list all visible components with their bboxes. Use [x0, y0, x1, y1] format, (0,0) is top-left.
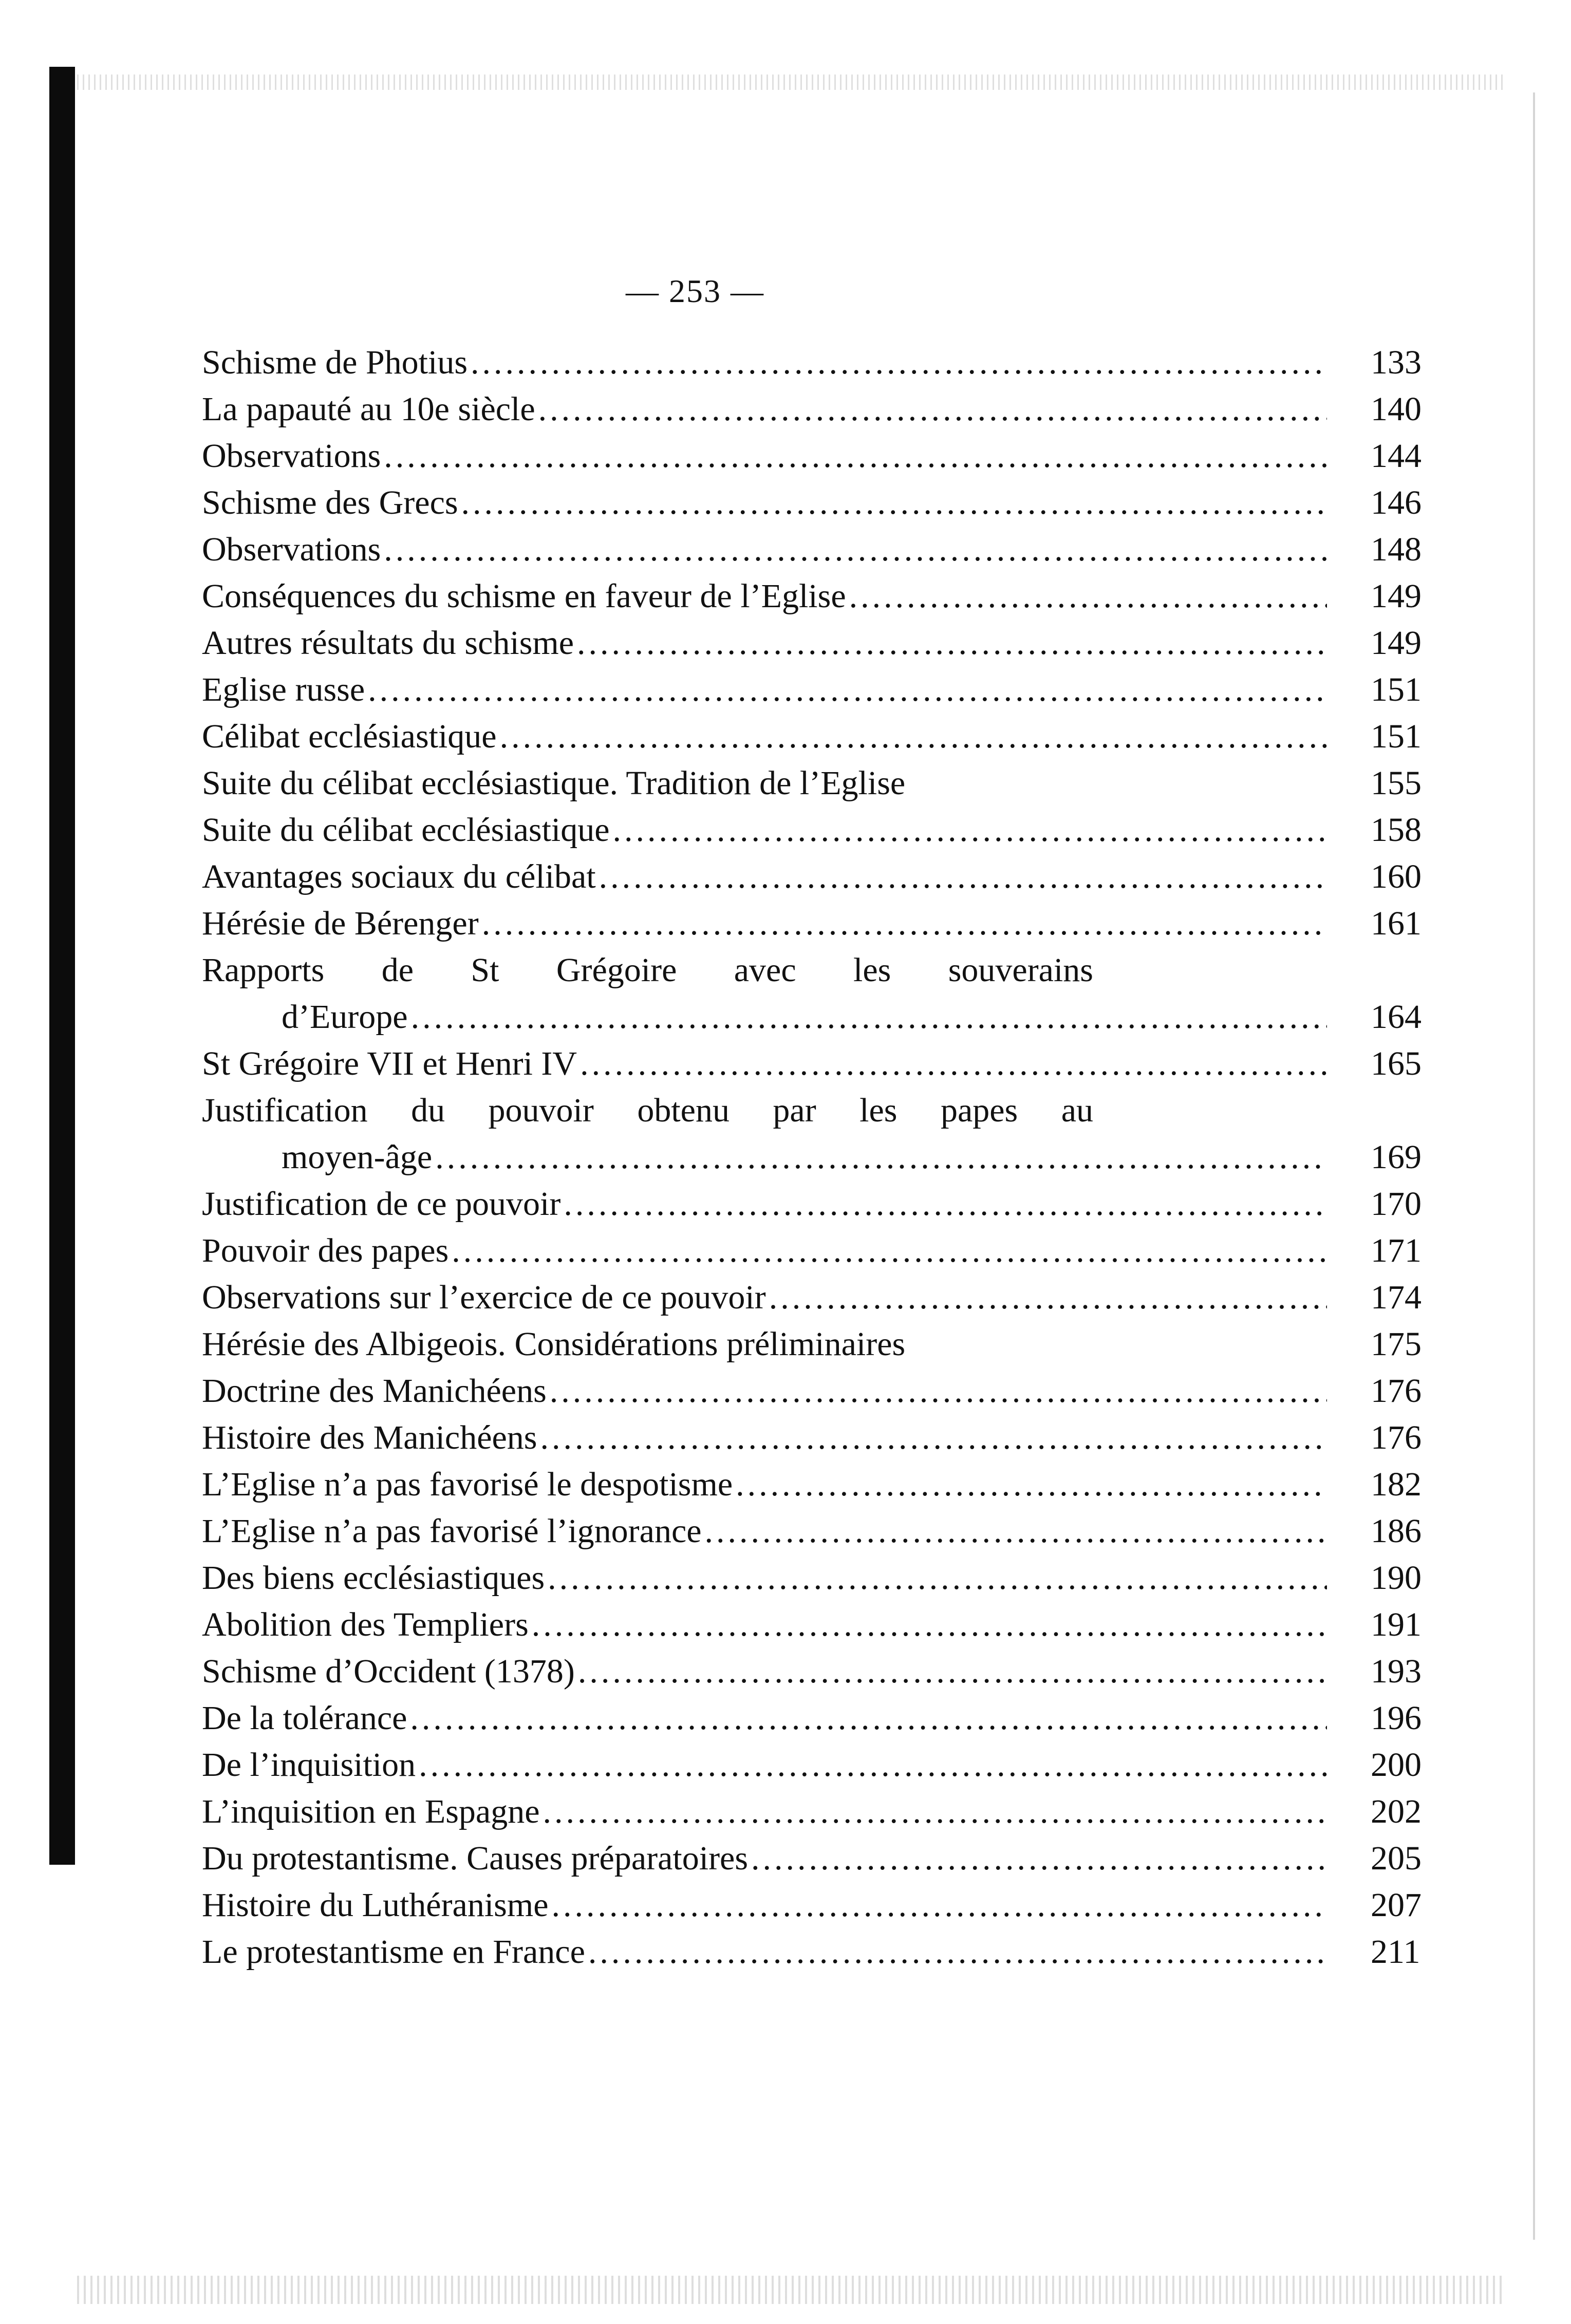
- toc-entry-title: Autres résultats du schisme: [202, 624, 574, 662]
- toc-entry-page: 151: [1371, 671, 1422, 708]
- dot-leader: [578, 1648, 1327, 1695]
- dot-leader: [849, 573, 1327, 620]
- toc-entry-title: Célibat ecclésiastique: [202, 718, 497, 755]
- toc-entry-page: 160: [1371, 858, 1422, 895]
- toc-entry: [202, 666, 1466, 713]
- toc-entry-title: Suite du célibat ecclésiastique: [202, 811, 610, 849]
- toc-entry: [202, 947, 1466, 994]
- toc-entry-page: 182: [1371, 1466, 1422, 1503]
- toc-entry-title: Schisme des Grecs: [202, 484, 458, 521]
- toc-entry-page: 140: [1371, 390, 1422, 428]
- toc-entry-page: 190: [1371, 1559, 1422, 1597]
- toc-entry-page: 133: [1371, 344, 1422, 381]
- toc-entry-title: Du protestantisme. Causes préparatoires: [202, 1840, 749, 1877]
- toc-entry-page: 200: [1371, 1746, 1422, 1784]
- toc-entry-page: 196: [1371, 1699, 1422, 1737]
- toc-entry-page: 161: [1371, 905, 1422, 942]
- book-spine-shadow: [49, 67, 75, 1865]
- dot-leader: [482, 900, 1327, 947]
- toc-entry: [202, 526, 1466, 573]
- toc-entry: [202, 760, 1466, 807]
- toc-entry-page: 191: [1371, 1606, 1422, 1643]
- toc-entry-page: 174: [1371, 1279, 1422, 1316]
- toc-entry: [202, 339, 1466, 386]
- toc-entry-page: 165: [1371, 1045, 1422, 1082]
- toc-entry-title: Hérésie des Albigeois. Considérations préliminaires: [202, 1325, 906, 1363]
- toc-entry-page: 186: [1371, 1512, 1422, 1550]
- dot-leader: [384, 433, 1327, 479]
- dot-leader: [540, 1414, 1327, 1461]
- toc-entry-title: Pouvoir des papes: [202, 1232, 449, 1269]
- dot-leader: [543, 1788, 1327, 1835]
- toc-entry-page: 169: [1371, 1138, 1422, 1176]
- toc-entry-title: Justification du pouvoir obtenu par les papes au: [202, 1092, 1093, 1129]
- toc-entry-page: 205: [1371, 1840, 1422, 1877]
- dot-leader: [588, 1928, 1327, 1975]
- toc-entry: [202, 1601, 1466, 1648]
- toc-entry-continuation: [202, 994, 1466, 1040]
- toc-entry-title: L’Eglise n’a pas favorisé le despotisme: [202, 1466, 733, 1503]
- toc-entry: [202, 900, 1466, 947]
- dot-leader: [751, 1835, 1327, 1882]
- toc-entry: [202, 386, 1466, 433]
- toc-entry: [202, 1788, 1466, 1835]
- toc-entry-title: Avantages sociaux du célibat: [202, 858, 596, 895]
- toc-entry-title: Rapports de St Grégoire avec les souverains: [202, 951, 1093, 989]
- toc-entry-title: St Grégoire VII et Henri IV: [202, 1045, 577, 1082]
- toc-entry-title-continuation: moyen-âge: [282, 1138, 433, 1176]
- toc-entry-page: 155: [1371, 764, 1422, 802]
- toc-entry: [202, 1928, 1466, 1975]
- dot-leader: [538, 386, 1327, 433]
- toc-entry-title: Histoire des Manichéens: [202, 1419, 537, 1456]
- toc-entry-title: Histoire du Luthéranisme: [202, 1886, 549, 1924]
- toc-entry: [202, 1741, 1466, 1788]
- toc-entry-page: 211: [1371, 1933, 1420, 1971]
- dot-leader: [599, 853, 1327, 900]
- dot-leader: [452, 1227, 1327, 1274]
- toc-entry-title: De la tolérance: [202, 1699, 407, 1737]
- toc-entry: [202, 1461, 1466, 1508]
- toc-entry: [202, 1040, 1466, 1087]
- dot-leader: [532, 1601, 1327, 1648]
- toc-entry-title: Conséquences du schisme en faveur de l’Eglise: [202, 577, 846, 615]
- toc-entry-title: L’Eglise n’a pas favorisé l’ignorance: [202, 1512, 702, 1550]
- toc-entry-title: Observations: [202, 531, 381, 568]
- toc-entry: [202, 1321, 1466, 1367]
- toc-entry-title: Schisme de Photius: [202, 344, 468, 381]
- toc-entry: [202, 1882, 1466, 1928]
- toc-entry-title: Observations: [202, 437, 381, 475]
- toc-entry: [202, 1367, 1466, 1414]
- toc-entry: [202, 479, 1466, 526]
- dot-leader: [548, 1554, 1327, 1601]
- page-number: — 253 —: [626, 273, 764, 309]
- toc-entry: [202, 807, 1466, 853]
- toc-entry-page: 193: [1371, 1653, 1422, 1690]
- dot-leader: [500, 713, 1327, 760]
- toc-entry: [202, 1227, 1466, 1274]
- toc-entry: [202, 1695, 1466, 1741]
- toc-entry: [202, 1274, 1466, 1321]
- toc-entry-title: Le protestantisme en France: [202, 1933, 585, 1971]
- toc-entry: [202, 1835, 1466, 1882]
- dot-leader: [550, 1367, 1327, 1414]
- dot-leader: [419, 1741, 1327, 1788]
- toc-entry-page: 171: [1371, 1232, 1422, 1269]
- toc-entry: [202, 433, 1466, 479]
- toc-entry-title: Hérésie de Bérenger: [202, 905, 479, 942]
- toc-entry-continuation: [202, 1134, 1466, 1180]
- toc-entry: [202, 853, 1466, 900]
- toc-entry: [202, 713, 1466, 760]
- dot-leader: [769, 1274, 1327, 1321]
- toc-entry-title: Schisme d’Occident (1378): [202, 1653, 575, 1690]
- toc-entry: [202, 1508, 1466, 1554]
- toc-entry: [202, 573, 1466, 620]
- dot-leader: [435, 1134, 1327, 1180]
- dot-leader: [461, 479, 1327, 526]
- toc-entry-page: 176: [1371, 1372, 1422, 1410]
- toc-entry-title: La papauté au 10e siècle: [202, 390, 535, 428]
- toc-entry-page: 151: [1371, 718, 1422, 755]
- dot-leader: [580, 1040, 1327, 1087]
- toc-entry: [202, 1414, 1466, 1461]
- toc-entry: [202, 1180, 1466, 1227]
- dot-leader: [411, 994, 1327, 1040]
- dot-leader: [736, 1461, 1327, 1508]
- toc-entry-page: 176: [1371, 1419, 1422, 1456]
- toc-entry-page: 164: [1371, 998, 1422, 1036]
- dot-leader: [384, 526, 1327, 573]
- toc-entry: [202, 620, 1466, 666]
- toc-entry-title: L’inquisition en Espagne: [202, 1793, 540, 1830]
- dot-leader: [471, 339, 1327, 386]
- toc-entry-page: 175: [1371, 1325, 1422, 1363]
- toc-entry-title: Justification de ce pouvoir: [202, 1185, 561, 1223]
- toc-entry-page: 144: [1371, 437, 1422, 475]
- toc-entry-title: Observations sur l’exercice de ce pouvoir: [202, 1279, 766, 1316]
- toc-entry-page: 149: [1371, 624, 1422, 662]
- dot-leader: [552, 1882, 1327, 1928]
- toc-entry-title: Doctrine des Manichéens: [202, 1372, 547, 1410]
- toc-entry: [202, 1648, 1466, 1695]
- dot-leader: [368, 666, 1327, 713]
- toc-entry-page: 148: [1371, 531, 1422, 568]
- toc-entry: [202, 1554, 1466, 1601]
- page-edge-top: [77, 74, 1505, 90]
- toc-entry-title: Suite du célibat ecclésiastique. Tradition de l’Eglise: [202, 764, 906, 802]
- toc-entry-page: 202: [1371, 1793, 1422, 1830]
- toc-entry-title-continuation: d’Europe: [282, 998, 408, 1036]
- page-edge-bottom: [77, 2276, 1505, 2304]
- toc-entry-title: Eglise russe: [202, 671, 365, 708]
- dot-leader: [705, 1508, 1327, 1554]
- toc-entry-page: 170: [1371, 1185, 1422, 1223]
- dot-leader: [564, 1180, 1327, 1227]
- toc-entry-title: Des biens ecclésiastiques: [202, 1559, 545, 1597]
- toc-entry-page: 146: [1371, 484, 1422, 521]
- dot-leader: [410, 1695, 1327, 1741]
- toc-entry-page: 207: [1371, 1886, 1422, 1924]
- toc-entry-title: De l’inquisition: [202, 1746, 416, 1784]
- dot-leader: [577, 620, 1327, 666]
- toc-entry: [202, 1087, 1466, 1134]
- table-of-contents: [202, 339, 1466, 1975]
- toc-entry-page: 149: [1371, 577, 1422, 615]
- page-edge-right: [1533, 92, 1535, 2240]
- toc-entry-title: Abolition des Templiers: [202, 1606, 529, 1643]
- toc-entry-page: 158: [1371, 811, 1422, 849]
- dot-leader: [613, 807, 1327, 853]
